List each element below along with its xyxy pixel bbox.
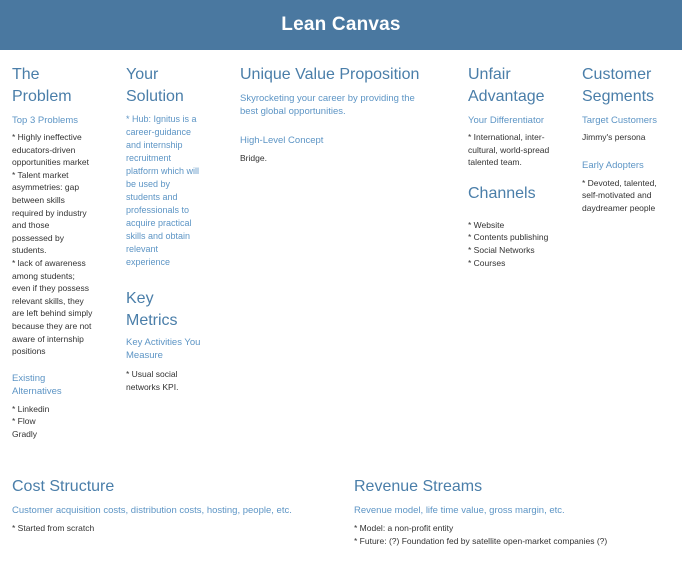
metrics-body: * Usual social networks KPI. [126,369,179,392]
alternatives-body: * Linkedin * Flow Gradly [12,403,50,439]
early-adopters-heading: Early Adopters [582,159,644,171]
problem-heading: The Problem [12,66,72,105]
problem-column [12,64,116,440]
concept-heading: High-Level Concept [240,135,324,146]
revenue-section [354,476,674,547]
cost-body: * Started from scratch [12,523,95,533]
metrics-heading: Key Metrics [126,290,178,329]
solution-body: * Hub: Ignitus is a career-guidance and internship recruitment platform which will be used by students and professionals to acquire practical skills and obtain relevant experience [126,114,200,267]
cost-subheading: Customer acquisition costs, distribution costs, hosting, people, etc. [12,505,292,516]
uvp-subheading: Skyrocketing your career by providing the best global opportunities. [240,93,415,117]
uvp-column [240,64,460,165]
advantage-heading: Unfair Advantage [468,66,545,105]
revenue-heading: Revenue Streams [354,478,483,495]
cost-heading: Cost Structure [12,478,115,495]
segments-column [582,64,678,214]
header-bar [0,0,682,50]
early-adopters-body: * Devoted, talented, self-motivated and daydreamer people [582,177,657,213]
page-title: Lean Canvas [281,14,401,35]
problem-body: * Highly ineffective educators-driven opportunities market * Talent market asymmetries: gap between skills required by industry and those possessed by students. * lack of awareness among students; even if they possess relevant skills, they are left behind simply because they are not aware of internship positions [12,132,93,357]
solution-column [126,64,230,393]
segments-body: Jimmy's persona [582,132,646,142]
uvp-heading: Unique Value Proposition [240,66,420,83]
channels-heading: Channels [468,184,536,202]
advantage-body: * International, inter- cultural, world-spread talented team. [468,132,550,168]
solution-heading: Your Solution [126,66,184,105]
alternatives-heading: Existing Alternatives [12,372,62,397]
advantage-column [468,64,574,269]
revenue-body: * Model: a non-profit entity * Future: (?) Foundation fed by satellite open-market companies (?) [354,523,608,546]
concept-body: Bridge. [240,153,267,163]
segments-subheading: Target Customers [582,115,657,126]
segments-heading: Customer Segments [582,66,655,105]
channels-body: * Website * Contents publishing * Social Networks * Courses [468,219,549,268]
cost-section [12,476,342,535]
metrics-subheading: Key Activities You Measure [126,337,201,361]
revenue-subheading: Revenue model, life time value, gross margin, etc. [354,505,565,516]
advantage-subheading: Your Differentiator [468,115,545,126]
problem-subheading: Top 3 Problems [12,115,79,126]
